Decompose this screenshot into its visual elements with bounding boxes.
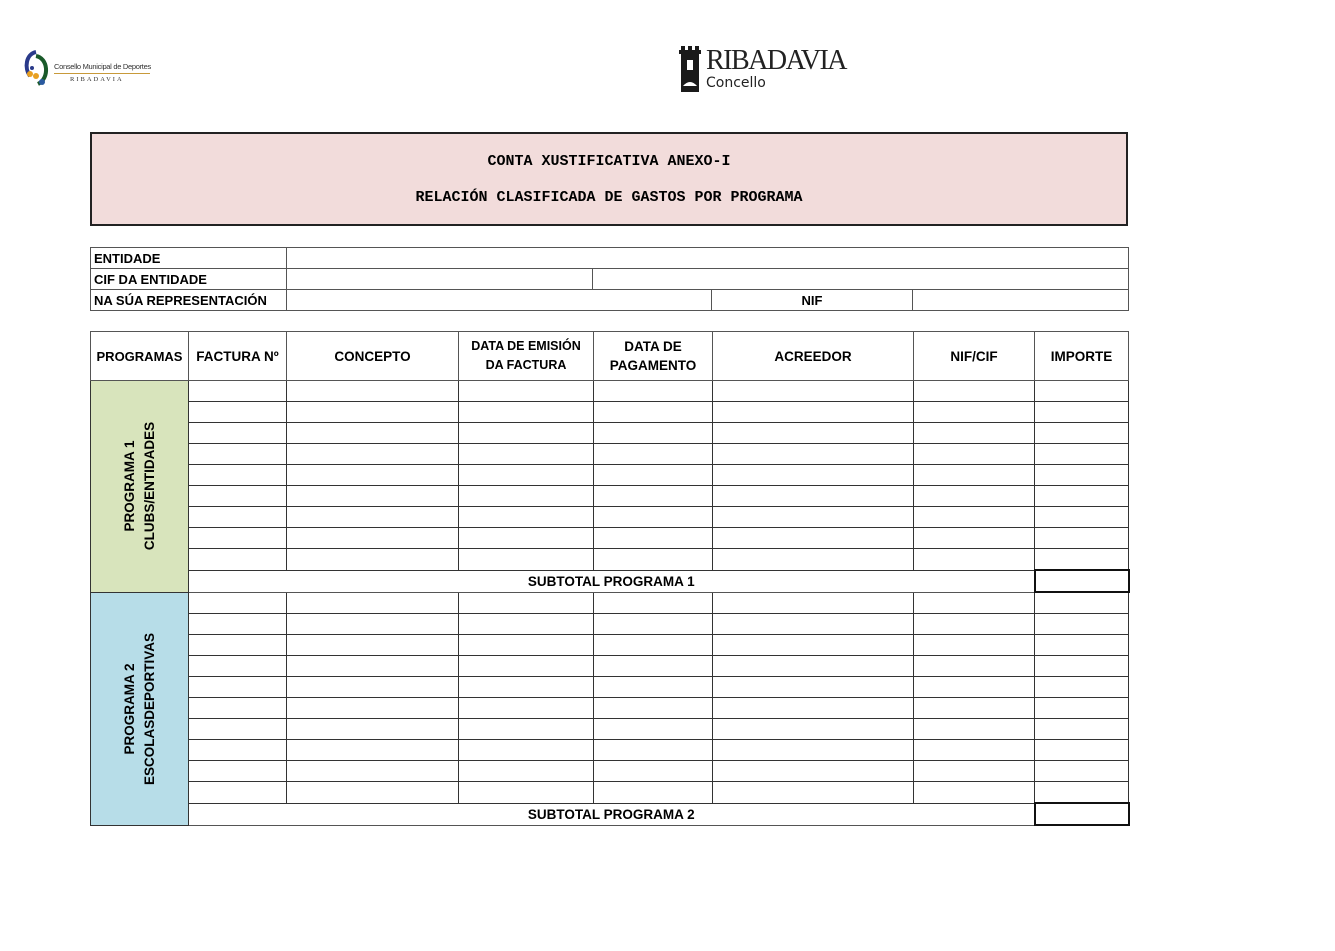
consello-town: RIBADAVIA xyxy=(70,76,124,83)
acreedor-cell[interactable] xyxy=(713,677,914,698)
data-pagamento-cell[interactable] xyxy=(594,528,713,549)
col-acreedor: ACREEDOR xyxy=(713,332,914,381)
data-emision-cell[interactable] xyxy=(459,549,594,571)
factura-cell[interactable] xyxy=(189,592,287,614)
concepto-cell[interactable] xyxy=(287,635,459,656)
data-pagamento-cell[interactable] xyxy=(594,592,713,614)
acreedor-cell[interactable] xyxy=(713,444,914,465)
concepto-cell[interactable] xyxy=(287,698,459,719)
data-emision-cell[interactable] xyxy=(459,402,594,423)
subtotal-row xyxy=(91,803,1129,825)
acreedor-cell[interactable] xyxy=(713,423,914,444)
data-emision-cell[interactable] xyxy=(459,677,594,698)
data-pagamento-cell[interactable] xyxy=(594,635,713,656)
concepto-cell[interactable] xyxy=(287,528,459,549)
programa-2-section xyxy=(91,592,1129,825)
ribadavia-logo xyxy=(676,44,846,96)
consello-deportes-logo-icon xyxy=(22,48,52,88)
acreedor-cell[interactable] xyxy=(713,614,914,635)
data-pagamento-cell[interactable] xyxy=(594,549,713,571)
table-header-row xyxy=(91,332,1129,381)
table-row xyxy=(91,782,1129,804)
factura-cell[interactable] xyxy=(189,507,287,528)
nif-cif-cell[interactable] xyxy=(914,444,1035,465)
concepto-cell[interactable] xyxy=(287,444,459,465)
col-nif-cif: NIF/CIF xyxy=(914,332,1035,381)
col-data-emision xyxy=(459,332,594,381)
acreedor-cell[interactable] xyxy=(713,698,914,719)
data-emision-cell[interactable] xyxy=(459,381,594,402)
nif-cif-cell[interactable] xyxy=(914,507,1035,528)
concepto-cell[interactable] xyxy=(287,381,459,402)
importe-cell[interactable] xyxy=(1035,549,1129,571)
title-box xyxy=(90,132,1128,226)
nif-cif-cell[interactable] xyxy=(914,592,1035,614)
importe-cell[interactable] xyxy=(1035,381,1129,402)
factura-cell[interactable] xyxy=(189,614,287,635)
table-row xyxy=(91,740,1129,761)
col-data-pagamento-line2: PAGAMENTO xyxy=(609,358,697,373)
subtotal-programa-1-label: SUBTOTAL PROGRAMA 1 xyxy=(189,570,1035,592)
data-pagamento-cell[interactable] xyxy=(594,402,713,423)
consello-name: Consello Municipal de Deportes xyxy=(54,62,151,71)
factura-cell[interactable] xyxy=(189,423,287,444)
programa-2-label xyxy=(120,632,160,784)
concepto-cell[interactable] xyxy=(287,507,459,528)
nif-cif-cell[interactable] xyxy=(914,761,1035,782)
cif-row xyxy=(91,269,1129,290)
importe-cell[interactable] xyxy=(1035,719,1129,740)
data-pagamento-cell[interactable] xyxy=(594,677,713,698)
data-pagamento-cell[interactable] xyxy=(594,782,713,804)
acreedor-cell[interactable] xyxy=(713,549,914,571)
consello-deportes-logo xyxy=(22,48,151,92)
table-row xyxy=(91,635,1129,656)
col-factura: FACTURA Nº xyxy=(189,332,287,381)
concepto-cell[interactable] xyxy=(287,423,459,444)
acreedor-cell[interactable] xyxy=(713,381,914,402)
acreedor-cell[interactable] xyxy=(713,402,914,423)
col-data-emision-line2: DA FACTURA xyxy=(485,358,567,372)
table-row xyxy=(91,719,1129,740)
table-row xyxy=(91,677,1129,698)
factura-cell[interactable] xyxy=(189,444,287,465)
data-emision-cell[interactable] xyxy=(459,656,594,677)
nif-cif-cell[interactable] xyxy=(914,635,1035,656)
programa-1-label-cell xyxy=(91,381,189,593)
table-row xyxy=(91,592,1129,614)
factura-cell[interactable] xyxy=(189,677,287,698)
importe-cell[interactable] xyxy=(1035,614,1129,635)
importe-cell[interactable] xyxy=(1035,444,1129,465)
nif-cif-cell[interactable] xyxy=(914,528,1035,549)
col-concepto: CONCEPTO xyxy=(287,332,459,381)
factura-cell[interactable] xyxy=(189,635,287,656)
importe-cell[interactable] xyxy=(1035,740,1129,761)
ribadavia-name: RIBADAVIA xyxy=(706,45,846,76)
data-pagamento-cell[interactable] xyxy=(594,656,713,677)
acreedor-cell[interactable] xyxy=(713,719,914,740)
nif-label: NIF xyxy=(712,290,913,311)
data-emision-cell[interactable] xyxy=(459,719,594,740)
nif-cif-cell[interactable] xyxy=(914,782,1035,804)
data-pagamento-cell[interactable] xyxy=(594,444,713,465)
nif-field[interactable] xyxy=(913,290,1129,311)
importe-cell[interactable] xyxy=(1035,486,1129,507)
importe-cell[interactable] xyxy=(1035,677,1129,698)
factura-cell[interactable] xyxy=(189,549,287,571)
factura-cell[interactable] xyxy=(189,402,287,423)
col-importe: IMPORTE xyxy=(1035,332,1129,381)
acreedor-cell[interactable] xyxy=(713,740,914,761)
acreedor-cell[interactable] xyxy=(713,465,914,486)
concepto-cell[interactable] xyxy=(287,549,459,571)
data-emision-cell[interactable] xyxy=(459,761,594,782)
nif-cif-cell[interactable] xyxy=(914,423,1035,444)
programa-1-name: CLUBS/ENTIDADES xyxy=(141,422,157,551)
data-emision-cell[interactable] xyxy=(459,423,594,444)
table-row xyxy=(91,656,1129,677)
data-pagamento-cell[interactable] xyxy=(594,698,713,719)
programa-1-section xyxy=(91,381,1129,593)
data-emision-cell[interactable] xyxy=(459,486,594,507)
representacion-label: NA SÚA REPRESENTACIÓN xyxy=(91,290,287,311)
table-row xyxy=(91,402,1129,423)
programa-2-number: PROGRAMA 2 xyxy=(121,663,137,755)
subtotal-programa-2-value[interactable] xyxy=(1035,803,1129,825)
representacion-field[interactable] xyxy=(287,290,712,311)
table-row xyxy=(91,486,1129,507)
data-emision-cell[interactable] xyxy=(459,465,594,486)
table-row xyxy=(91,381,1129,402)
representacion-row xyxy=(91,290,1129,311)
nif-cif-cell[interactable] xyxy=(914,740,1035,761)
data-emision-cell[interactable] xyxy=(459,782,594,804)
col-data-pagamento xyxy=(594,332,713,381)
acreedor-cell[interactable] xyxy=(713,528,914,549)
acreedor-cell[interactable] xyxy=(713,656,914,677)
table-row xyxy=(91,614,1129,635)
nif-cif-cell[interactable] xyxy=(914,402,1035,423)
subtotal-programa-2-label: SUBTOTAL PROGRAMA 2 xyxy=(189,803,1035,825)
nif-cif-cell[interactable] xyxy=(914,549,1035,571)
data-emision-cell[interactable] xyxy=(459,507,594,528)
programa-1-label xyxy=(120,422,160,550)
importe-cell[interactable] xyxy=(1035,635,1129,656)
col-data-emision-line1: DATA DE EMISIÓN xyxy=(471,339,581,353)
data-pagamento-cell[interactable] xyxy=(594,465,713,486)
table-row xyxy=(91,549,1129,571)
data-emision-cell[interactable] xyxy=(459,698,594,719)
acreedor-cell[interactable] xyxy=(713,761,914,782)
logo-divider xyxy=(54,73,150,74)
col-data-pagamento-line1: DATA DE xyxy=(624,339,682,354)
data-pagamento-cell[interactable] xyxy=(594,507,713,528)
subtotal-row xyxy=(91,570,1129,592)
importe-cell[interactable] xyxy=(1035,782,1129,804)
data-emision-cell[interactable] xyxy=(459,635,594,656)
importe-cell[interactable] xyxy=(1035,592,1129,614)
table-row xyxy=(91,698,1129,719)
data-pagamento-cell[interactable] xyxy=(594,614,713,635)
entidade-label: ENTIDADE xyxy=(91,248,287,269)
expenses-table xyxy=(90,331,1130,826)
table-row xyxy=(91,423,1129,444)
factura-cell[interactable] xyxy=(189,719,287,740)
cif-extra-field[interactable] xyxy=(593,269,1129,290)
importe-cell[interactable] xyxy=(1035,528,1129,549)
nif-cif-cell[interactable] xyxy=(914,677,1035,698)
concello-label: Concello xyxy=(706,75,766,91)
table-row xyxy=(91,507,1129,528)
importe-cell[interactable] xyxy=(1035,507,1129,528)
acreedor-cell[interactable] xyxy=(713,782,914,804)
concepto-cell[interactable] xyxy=(287,656,459,677)
importe-cell[interactable] xyxy=(1035,423,1129,444)
form-subtitle: RELACIÓN CLASIFICADA DE GASTOS POR PROGRAMA xyxy=(415,189,803,206)
importe-cell[interactable] xyxy=(1035,656,1129,677)
table-row xyxy=(91,528,1129,549)
acreedor-cell[interactable] xyxy=(713,635,914,656)
factura-cell[interactable] xyxy=(189,761,287,782)
acreedor-cell[interactable] xyxy=(713,592,914,614)
ribadavia-tower-icon xyxy=(678,46,702,94)
data-emision-cell[interactable] xyxy=(459,740,594,761)
importe-cell[interactable] xyxy=(1035,698,1129,719)
factura-cell[interactable] xyxy=(189,656,287,677)
data-pagamento-cell[interactable] xyxy=(594,381,713,402)
data-pagamento-cell[interactable] xyxy=(594,719,713,740)
table-row xyxy=(91,444,1129,465)
cif-label: CIF DA ENTIDADE xyxy=(91,269,287,290)
importe-cell[interactable] xyxy=(1035,761,1129,782)
form-title: CONTA XUSTIFICATIVA ANEXO-I xyxy=(487,153,731,170)
acreedor-cell[interactable] xyxy=(713,507,914,528)
concepto-cell[interactable] xyxy=(287,740,459,761)
concepto-cell[interactable] xyxy=(287,719,459,740)
factura-cell[interactable] xyxy=(189,381,287,402)
entidade-field[interactable] xyxy=(287,248,1129,269)
data-pagamento-cell[interactable] xyxy=(594,486,713,507)
col-programas: PROGRAMAS xyxy=(91,332,189,381)
subtotal-programa-1-value[interactable] xyxy=(1035,570,1129,592)
concepto-cell[interactable] xyxy=(287,677,459,698)
data-emision-cell[interactable] xyxy=(459,528,594,549)
table-row xyxy=(91,761,1129,782)
nif-cif-cell[interactable] xyxy=(914,486,1035,507)
entidade-row xyxy=(91,248,1129,269)
factura-cell[interactable] xyxy=(189,698,287,719)
concepto-cell[interactable] xyxy=(287,614,459,635)
data-emision-cell[interactable] xyxy=(459,444,594,465)
data-pagamento-cell[interactable] xyxy=(594,761,713,782)
concepto-cell[interactable] xyxy=(287,761,459,782)
nif-cif-cell[interactable] xyxy=(914,719,1035,740)
acreedor-cell[interactable] xyxy=(713,486,914,507)
data-emision-cell[interactable] xyxy=(459,614,594,635)
data-emision-cell[interactable] xyxy=(459,592,594,614)
factura-cell[interactable] xyxy=(189,486,287,507)
nif-cif-cell[interactable] xyxy=(914,381,1035,402)
nif-cif-cell[interactable] xyxy=(914,698,1035,719)
data-pagamento-cell[interactable] xyxy=(594,423,713,444)
entity-info-table xyxy=(90,247,1129,311)
importe-cell[interactable] xyxy=(1035,465,1129,486)
concepto-cell[interactable] xyxy=(287,486,459,507)
programa-2-name: ESCOLASDEPORTIVAS xyxy=(141,632,157,785)
factura-cell[interactable] xyxy=(189,740,287,761)
concepto-cell[interactable] xyxy=(287,782,459,804)
concepto-cell[interactable] xyxy=(287,465,459,486)
nif-cif-cell[interactable] xyxy=(914,656,1035,677)
cif-field[interactable] xyxy=(287,269,593,290)
programa-1-number: PROGRAMA 1 xyxy=(121,440,137,532)
factura-cell[interactable] xyxy=(189,528,287,549)
importe-cell[interactable] xyxy=(1035,402,1129,423)
factura-cell[interactable] xyxy=(189,465,287,486)
data-pagamento-cell[interactable] xyxy=(594,740,713,761)
nif-cif-cell[interactable] xyxy=(914,614,1035,635)
concepto-cell[interactable] xyxy=(287,402,459,423)
nif-cif-cell[interactable] xyxy=(914,465,1035,486)
factura-cell[interactable] xyxy=(189,782,287,804)
table-row xyxy=(91,465,1129,486)
concepto-cell[interactable] xyxy=(287,592,459,614)
programa-2-label-cell xyxy=(91,592,189,825)
